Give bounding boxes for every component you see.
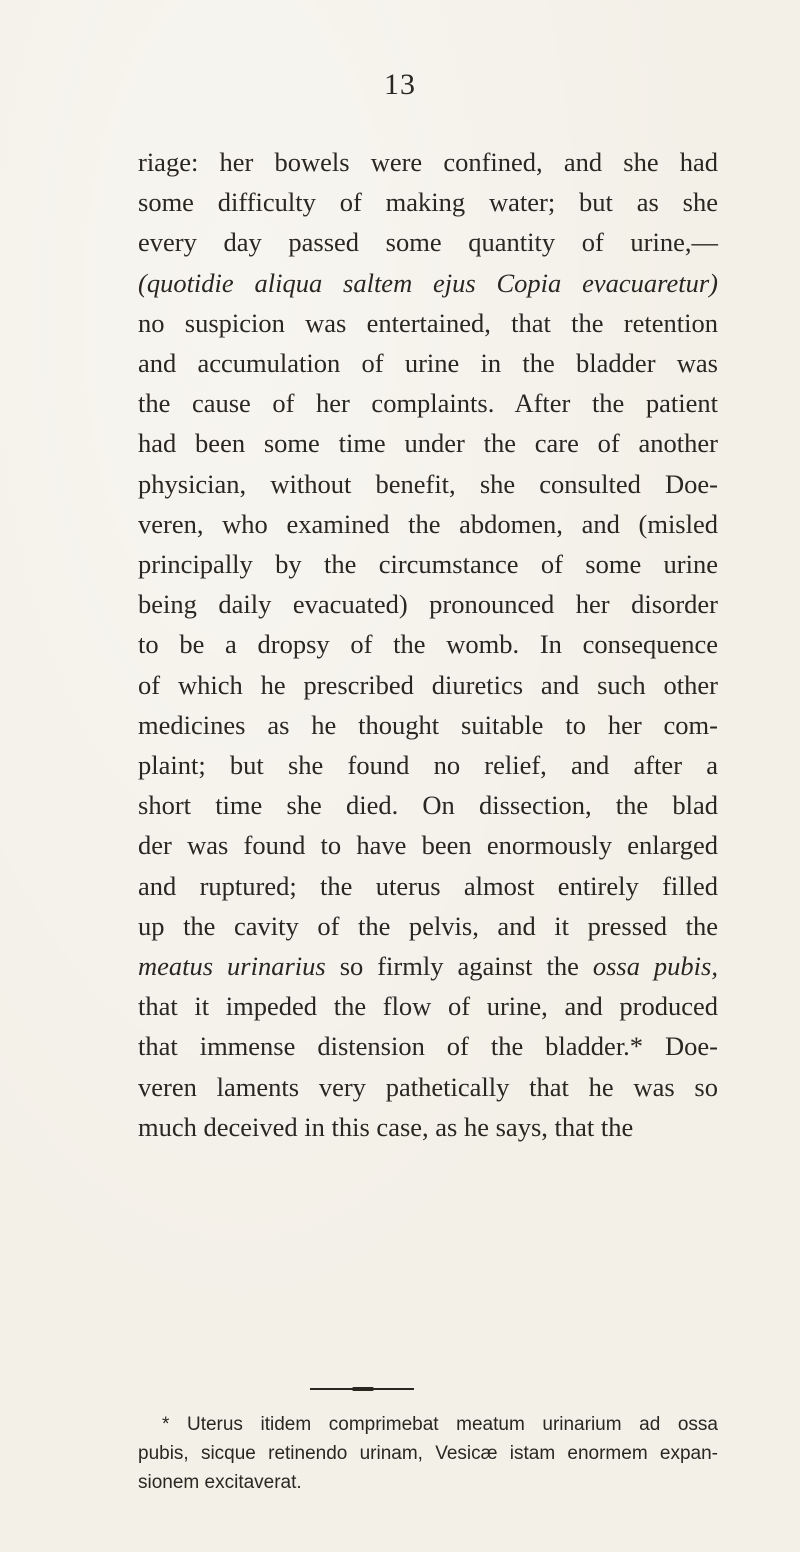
text-line: der was found to have been enormously enlarged: [138, 830, 718, 861]
text-line: to be a dropsy of the womb. In consequence: [138, 629, 718, 660]
footnote-line: sionem excitaverat.: [138, 1472, 302, 1493]
footnote: [138, 1410, 718, 1497]
text-line-mixed: [138, 946, 718, 986]
text-line: up the cavity of the pelvis, and it pressed the: [138, 910, 718, 941]
italic-term-ossa-pubis: ossa pubis,: [592, 951, 718, 982]
text-line: the cause of her complaints. After the patient: [138, 388, 718, 419]
footnote-line: * Uterus itidem comprimebat meatum urinarium ad ossa: [162, 1414, 718, 1435]
text-line: principally by the circumstance of some urine: [138, 549, 718, 580]
footnote-divider: [310, 1388, 414, 1390]
text-line: plaint; but she found no relief, and after a: [138, 750, 718, 781]
text-line: being daily evacuated) pronounced her disorder: [138, 589, 718, 620]
body-text: [138, 142, 718, 1147]
text-line: no suspicion was entertained, that the retention: [138, 307, 718, 338]
text-line: short time she died. On dissection, the blad: [138, 790, 718, 821]
text-line: that immense distension of the bladder.* Doe-: [138, 1031, 718, 1062]
text-line: that it impeded the flow of urine, and produced: [138, 991, 718, 1022]
text-line: veren, who examined the abdomen, and (misled: [138, 508, 718, 539]
text-line: veren laments very pathetically that he was so: [138, 1071, 718, 1102]
text-line: and ruptured; the uterus almost entirely filled: [138, 870, 718, 901]
page-number: 13: [384, 68, 416, 101]
text-line: of which he prescribed diuretics and such other: [138, 669, 718, 700]
text-fragment: so firmly against the: [325, 951, 593, 982]
text-line: every day passed some quantity of urine,—: [138, 227, 718, 258]
text-line: riage: her bowels were confined, and she had: [138, 147, 718, 177]
text-line: much deceived in this case, as he says, that the: [138, 1111, 634, 1142]
footnote-line: pubis, sicque retinendo urinam, Vesicæ istam enormem expan-: [138, 1443, 718, 1464]
text-line: some difficulty of making water; but as she: [138, 187, 718, 218]
italic-term-meatus: meatus urinarius: [138, 951, 326, 982]
text-line: medicines as he thought suitable to her com-: [138, 709, 718, 740]
text-line: physician, without benefit, she consulted Doe-: [138, 468, 718, 499]
text-line: had been some time under the care of another: [138, 428, 718, 459]
text-line: and accumulation of urine in the bladder was: [138, 348, 718, 379]
text-line-latin-quote: (quotidie aliqua saltem ejus Copia evacuaretur): [138, 267, 718, 298]
